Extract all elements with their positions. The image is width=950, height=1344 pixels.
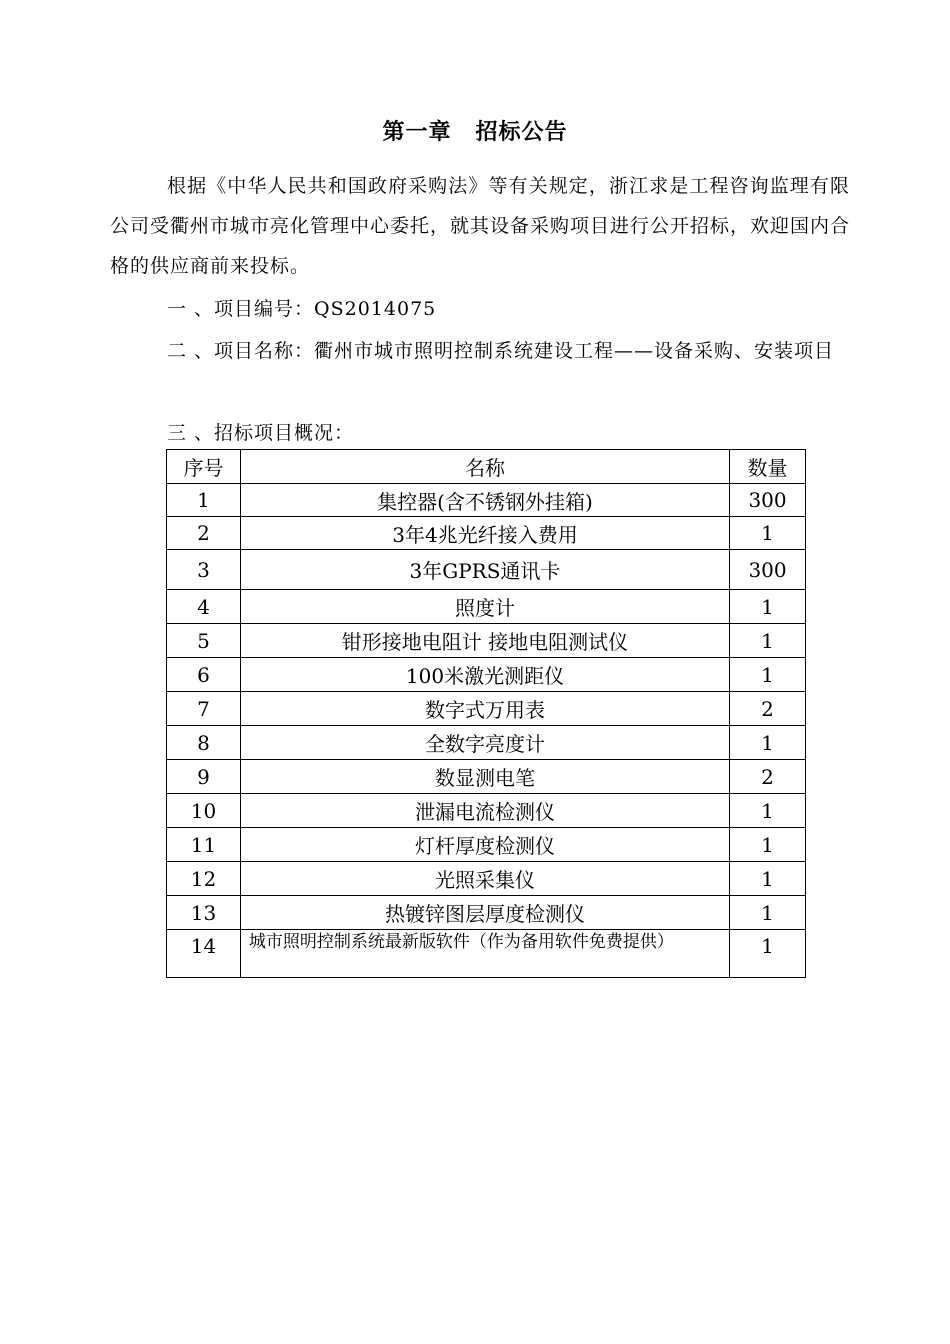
- table-row: [167, 930, 806, 978]
- intro-paragraph: 根据《中华人民共和国政府采购法》等有关规定，浙江求是工程咨询监理有限公司受衢州市城市亮化管理中心委托，就其设备采购项目进行公开招标，欢迎国内合格的供应商前来投标。: [110, 175, 851, 277]
- row-item-name: 城市照明控制系统最新版软件（作为备用软件免费提供）: [240, 930, 729, 978]
- row-number: 14: [167, 930, 241, 978]
- row-quantity: 1: [730, 862, 806, 896]
- row-number: 8: [167, 726, 241, 760]
- row-number: 10: [167, 794, 241, 828]
- table-row: [167, 692, 806, 726]
- row-quantity: 1: [730, 726, 806, 760]
- row-number: 9: [167, 760, 241, 794]
- table-row: [167, 517, 806, 550]
- row-number: 4: [167, 590, 241, 624]
- row-quantity: 1: [730, 828, 806, 862]
- row-number: 6: [167, 658, 241, 692]
- row-item-name: 数显测电笔: [240, 760, 729, 794]
- row-quantity: 1: [730, 930, 806, 978]
- items-table: [166, 449, 806, 978]
- row-quantity: 1: [730, 517, 806, 550]
- row-item-name: 灯杆厚度检测仪: [240, 828, 729, 862]
- row-item-name: 集控器(含不锈钢外挂箱): [240, 484, 729, 517]
- row-item-name: 100米激光测距仪: [240, 658, 729, 692]
- row-item-name: 全数字亮度计: [240, 726, 729, 760]
- row-item-name: 光照采集仪: [240, 862, 729, 896]
- row-item-name: 热镀锌图层厚度检测仪: [240, 896, 729, 930]
- row-quantity: 300: [730, 484, 806, 517]
- row-item-name: 泄漏电流检测仪: [240, 794, 729, 828]
- chapter-label: 第一章: [382, 119, 452, 145]
- table-row: [167, 760, 806, 794]
- row-item-name: 照度计: [240, 590, 729, 624]
- header-qty: 数量: [730, 450, 806, 484]
- table-row: [167, 862, 806, 896]
- row-number: 7: [167, 692, 241, 726]
- header-name: 名称: [240, 450, 729, 484]
- project-number: 一 、项目编号：QS2014075: [167, 298, 437, 320]
- row-number: 11: [167, 828, 241, 862]
- row-quantity: 2: [730, 760, 806, 794]
- row-quantity: 1: [730, 896, 806, 930]
- table-header-row: [167, 450, 806, 484]
- row-number: 5: [167, 624, 241, 658]
- table-row: [167, 726, 806, 760]
- row-quantity: 300: [730, 550, 806, 590]
- project-name: 二 、项目名称：衢州市城市照明控制系统建设工程——设备采购、安装项目: [167, 340, 835, 362]
- table-row: [167, 550, 806, 590]
- table-row: [167, 658, 806, 692]
- page-title: [0, 116, 950, 148]
- table-row: [167, 794, 806, 828]
- row-item-name: 钳形接地电阻计 接地电阻测试仪: [240, 624, 729, 658]
- row-item-name: 3年4兆光纤接入费用: [240, 517, 729, 550]
- chapter-name: 招标公告: [475, 119, 568, 145]
- table-row: [167, 484, 806, 517]
- row-quantity: 1: [730, 624, 806, 658]
- table-row: [167, 624, 806, 658]
- row-quantity: 1: [730, 658, 806, 692]
- row-number: 12: [167, 862, 241, 896]
- row-quantity: 1: [730, 794, 806, 828]
- table-row: [167, 896, 806, 930]
- row-number: 3: [167, 550, 241, 590]
- row-item-name: 3年GPRS通讯卡: [240, 550, 729, 590]
- header-no: 序号: [167, 450, 241, 484]
- table-row: [167, 828, 806, 862]
- row-number: 13: [167, 896, 241, 930]
- table-row: [167, 590, 806, 624]
- row-quantity: 2: [730, 692, 806, 726]
- overview-heading: 三 、招标项目概况：: [167, 422, 355, 444]
- row-number: 2: [167, 517, 241, 550]
- row-number: 1: [167, 484, 241, 517]
- row-item-name: 数字式万用表: [240, 692, 729, 726]
- row-quantity: 1: [730, 590, 806, 624]
